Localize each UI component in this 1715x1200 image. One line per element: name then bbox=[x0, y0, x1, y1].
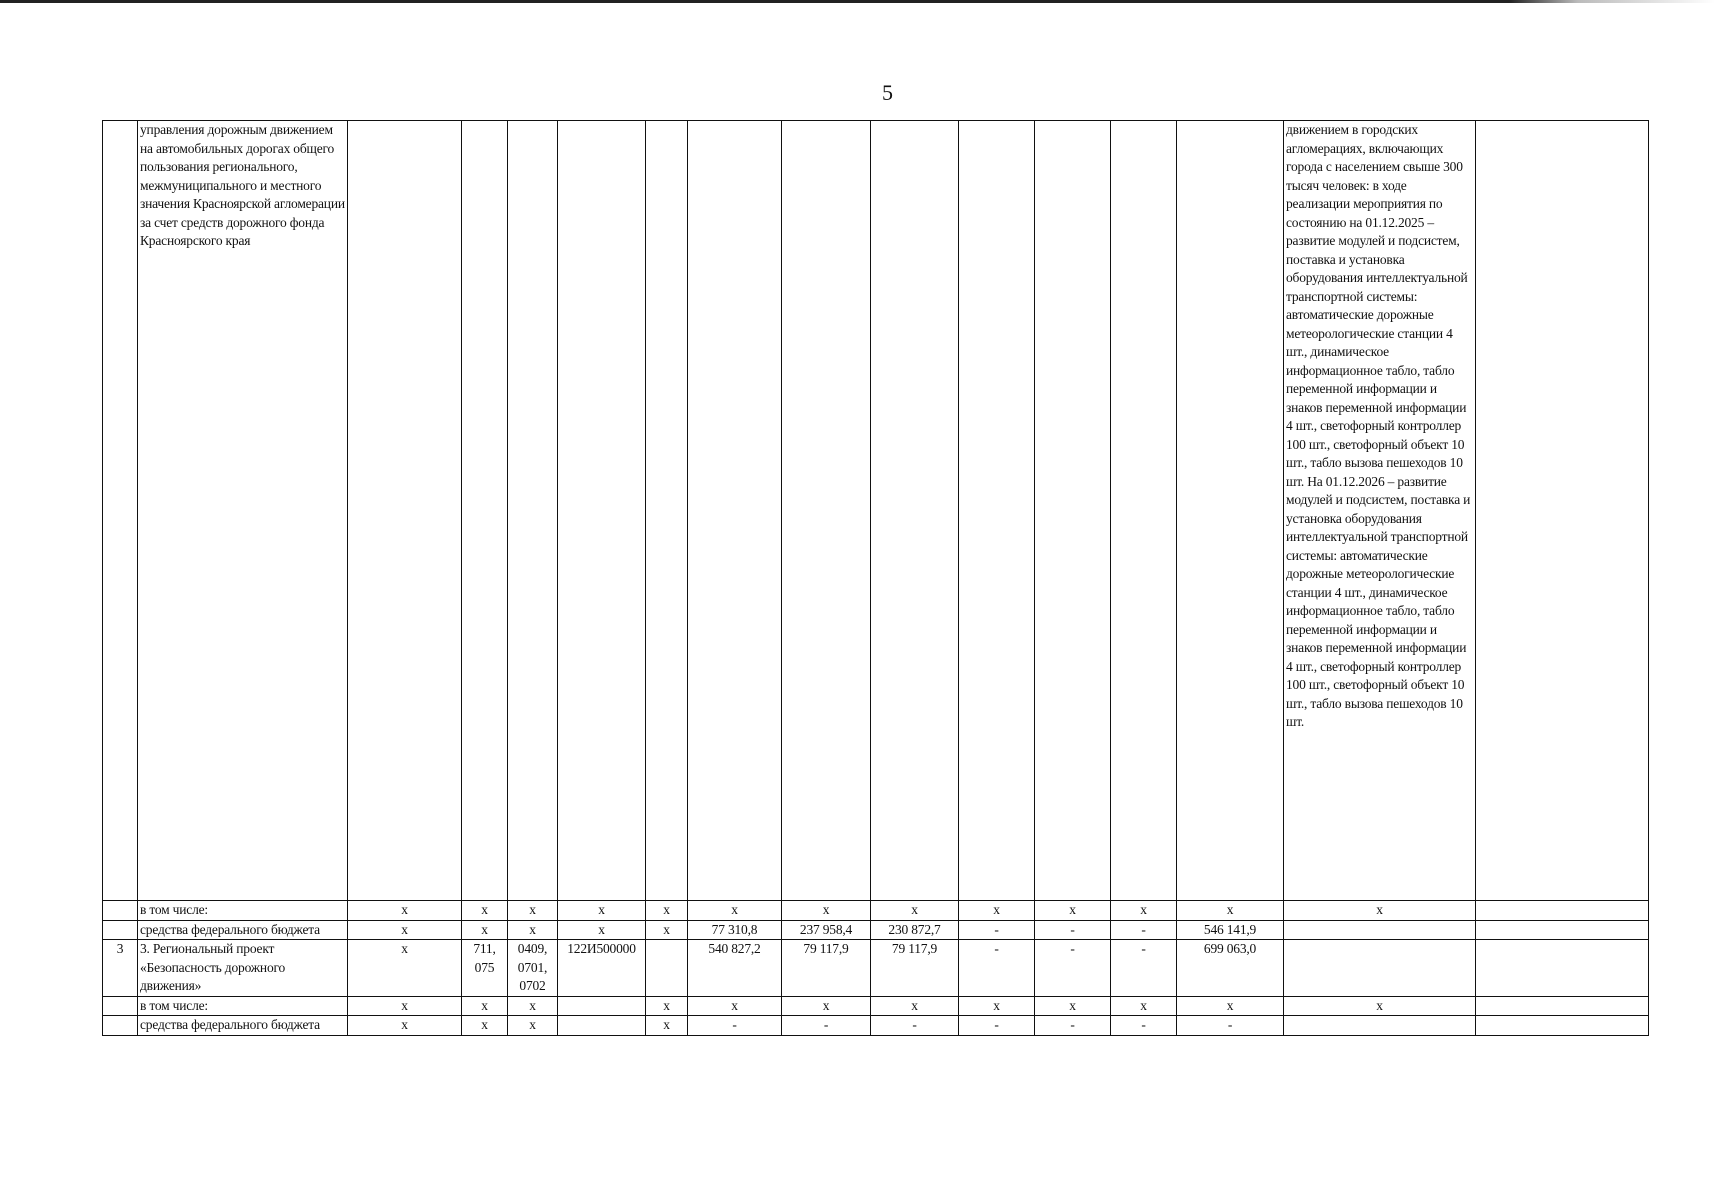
cell: x bbox=[508, 920, 558, 940]
cell: - bbox=[688, 1016, 782, 1036]
cell bbox=[558, 1016, 646, 1036]
table-row-continuation bbox=[103, 121, 1649, 901]
cell: x bbox=[348, 1016, 462, 1036]
cell: - bbox=[959, 940, 1035, 997]
cell: x bbox=[508, 901, 558, 921]
table-row-including-1 bbox=[103, 901, 1649, 921]
cell: x bbox=[462, 1016, 508, 1036]
cell: 79 117,9 bbox=[871, 940, 959, 997]
cell: x bbox=[1035, 901, 1111, 921]
cell: 546 141,9 bbox=[1177, 920, 1284, 940]
cell: - bbox=[782, 1016, 871, 1036]
cell: x bbox=[688, 996, 782, 1016]
cell: x bbox=[1111, 901, 1177, 921]
result-cell: x bbox=[1284, 996, 1476, 1016]
cell: x bbox=[646, 920, 688, 940]
cell bbox=[646, 940, 688, 997]
cell: - bbox=[959, 1016, 1035, 1036]
cell: x bbox=[871, 996, 959, 1016]
result-cell bbox=[1284, 920, 1476, 940]
cell: x bbox=[348, 940, 462, 997]
cell: 540 827,2 bbox=[688, 940, 782, 997]
cell: x bbox=[508, 996, 558, 1016]
result-cell: x bbox=[1284, 901, 1476, 921]
cell: 79 117,9 bbox=[782, 940, 871, 997]
cell: x bbox=[959, 996, 1035, 1016]
result-cell bbox=[1284, 940, 1476, 997]
cell: 711, 075 bbox=[462, 940, 508, 997]
cell: - bbox=[871, 1016, 959, 1036]
table-row-project-3 bbox=[103, 940, 1649, 997]
cell: x bbox=[348, 920, 462, 940]
cell: x bbox=[1111, 996, 1177, 1016]
cell: x bbox=[1035, 996, 1111, 1016]
cell: 230 872,7 bbox=[871, 920, 959, 940]
cell: x bbox=[646, 1016, 688, 1036]
cell: - bbox=[1035, 940, 1111, 997]
cell: 699 063,0 bbox=[1177, 940, 1284, 997]
cell: x bbox=[688, 901, 782, 921]
cell: x bbox=[462, 901, 508, 921]
cell: - bbox=[1111, 920, 1177, 940]
row-label: средства федерального бюджета bbox=[138, 920, 348, 940]
cell: - bbox=[1035, 920, 1111, 940]
cell: 237 958,4 bbox=[782, 920, 871, 940]
cell: x bbox=[871, 901, 959, 921]
cell: 0409, 0701, 0702 bbox=[508, 940, 558, 997]
cell: x bbox=[1177, 996, 1284, 1016]
measure-name: управления дорожным движением на автомобильных дорогах общего пользования регионального, межмуниципального и местного значения Красноярской агломерации за счет средств дорожного фонда Красноярского края bbox=[138, 121, 348, 901]
cell: x bbox=[558, 901, 646, 921]
row-label: средства федерального бюджета bbox=[138, 1016, 348, 1036]
cell: 122И500000 bbox=[558, 940, 646, 997]
cell: - bbox=[1111, 940, 1177, 997]
cell: x bbox=[1177, 901, 1284, 921]
table-row-including-2 bbox=[103, 996, 1649, 1016]
row-number: 3 bbox=[103, 940, 138, 997]
cell: x bbox=[348, 996, 462, 1016]
cell: x bbox=[782, 996, 871, 1016]
row-label: в том числе: bbox=[138, 996, 348, 1016]
cell: 77 310,8 bbox=[688, 920, 782, 940]
cell: x bbox=[462, 920, 508, 940]
page-number: 5 bbox=[882, 80, 893, 105]
row-label: 3. Региональный проект «Безопасность дорожного движения» bbox=[138, 940, 348, 997]
table-row-federal-2 bbox=[103, 1016, 1649, 1036]
row-label: в том числе: bbox=[138, 901, 348, 921]
cell bbox=[558, 996, 646, 1016]
budget-table bbox=[102, 120, 1649, 1036]
table-row-federal-1 bbox=[103, 920, 1649, 940]
cell: - bbox=[1111, 1016, 1177, 1036]
cell: x bbox=[348, 901, 462, 921]
cell: - bbox=[1035, 1016, 1111, 1036]
cell: x bbox=[959, 901, 1035, 921]
cell: x bbox=[558, 920, 646, 940]
cell: x bbox=[508, 1016, 558, 1036]
top-border-rule bbox=[0, 0, 1715, 3]
cell: - bbox=[1177, 1016, 1284, 1036]
cell: x bbox=[646, 901, 688, 921]
cell: x bbox=[646, 996, 688, 1016]
cell: - bbox=[959, 920, 1035, 940]
result-cell bbox=[1284, 1016, 1476, 1036]
cell: x bbox=[462, 996, 508, 1016]
cell: x bbox=[782, 901, 871, 921]
expected-result: движением в городских агломерациях, включающих города с населением свыше 300 тысяч человек: в ходе реализации мероприятия по состоянию на 01.12.2025 – развитие модулей и подсистем, поставка и установка оборудования интеллектуальной транспортной системы: автоматические дорожные метеорологические станции 4 шт., динамическое информационное табло, табло переменной информации и знаков переменной информации 4 шт., светофорный контроллер 100 шт., светофорный объект 10 шт., табло вызова пешеходов 10 шт. На 01.12.2026 – развитие модулей и подсистем, поставка и установка оборудования интеллектуальной транспортной системы: автоматические дорожные метеорологические станции 4 шт., динамическое информационное табло, табло переменной информации и знаков переменной информации 4 шт., светофорный контроллер 100 шт., светофорный объект 10 шт., табло вызова пешеходов 10 шт. bbox=[1284, 121, 1476, 901]
row-number bbox=[103, 121, 138, 901]
